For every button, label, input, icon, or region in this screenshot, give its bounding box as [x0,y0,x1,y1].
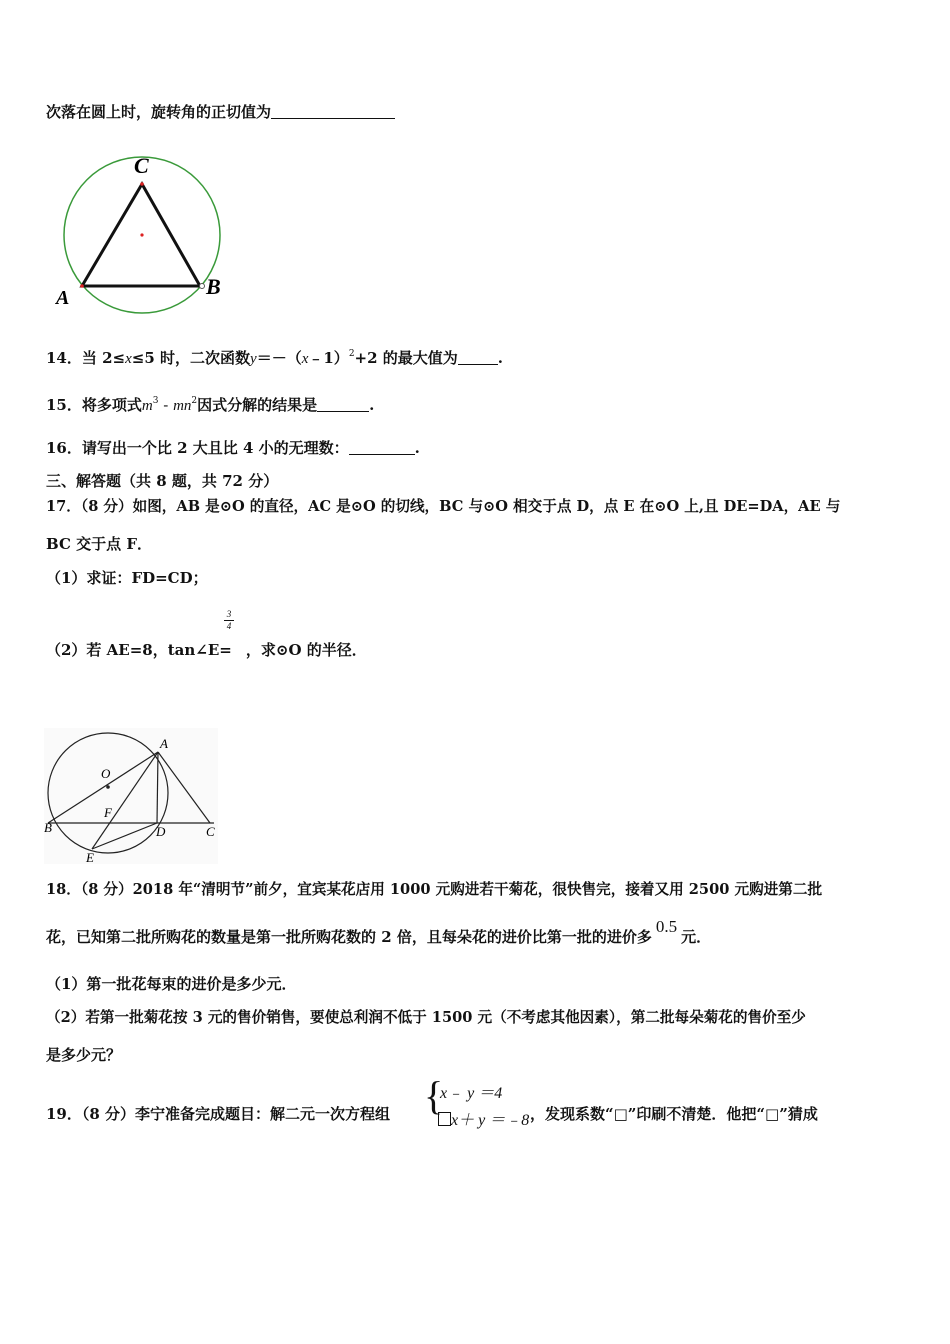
q19-eq2 [438,1107,529,1130]
q15-answer-blank[interactable] [317,397,369,412]
q14-range-end: ≤5 时，二次函数 [131,349,251,367]
q17-frac-den: 4 [226,621,232,631]
q18-line2-suffix: 元． [681,928,712,946]
q13-point-a [80,284,84,288]
q16-end: . [414,439,420,457]
q17-label-b: B [44,820,52,835]
q15-line [46,391,374,416]
q14-var-x: x [125,351,132,367]
q15-var-mn: mn [173,398,192,414]
q17-tan-fraction [222,610,236,631]
q17-frac-num: 3 [226,609,232,619]
q18-line2 [46,917,712,947]
q14-line [46,344,503,369]
q14-answer-blank[interactable] [458,350,498,365]
q17-part2-line [46,640,367,660]
q18-part1: （1）第一批花每束的进价是多少元． [46,975,297,993]
q18-value: 0.5 [655,917,678,936]
q17-label-a: A [160,736,168,751]
q15-exp3: 3 [152,396,159,406]
q19-suffix: ，发现系数“□”印刷不清楚．他把“□”猜成 [530,1105,818,1123]
q15-minus: - [158,396,174,414]
q17-part2-suffix: ，求⊙O 的半径． [245,641,367,659]
section3-title: 三、解答题（共 8 题，共 72 分） [46,472,279,490]
q13-label-a: A [56,287,70,309]
q13-label-b: B [206,274,221,299]
q17-line1: 17．（8 分）如图，AB 是⊙O 的直径，AC 是⊙O 的切线，BC 与⊙O 相交于点 D，点 E 在⊙O 上,且 DE=DA，AE 与 [46,498,841,515]
q19-brace-icon: { [424,1073,444,1118]
q13-text-line [46,102,395,122]
q13-text: 次落在圆上时，旋转角的正切值为 [46,103,272,121]
q14-minus1: ﹣1） [308,349,349,367]
q15-prefix: 15．将多项式 [46,396,142,414]
q18-part2-line1: （2）若第一批菊花按 3 元的售价销售，要使总利润不低于 1500 元（不考虑其他因素），第二批每朵菊花的售价至少 [46,1009,806,1026]
q14-end: . [497,349,504,367]
q17-label-o: O [101,766,111,781]
q17-center-o [106,785,110,789]
q15-var-m: m [141,398,153,414]
q14-eq: ＝－（ [256,349,302,367]
q17-label-d: D [156,824,166,839]
q17-part1: （1）求证：FD=CD； [46,569,208,587]
q17-part2-prefix: （2）若 AE=8，tan∠E= [46,641,232,659]
q18-line1: 18．（8 分）2018 年“清明节”前夕，宜宾某花店用 1000 元购进若干菊花，很快售完，接着又用 2500 元购进第二批 [46,881,823,898]
q15-exp2: 2 [191,396,198,406]
q14-exponent: 2 [348,349,355,359]
q13-answer-blank[interactable] [271,104,395,119]
q19-eq2-text: x＋ y ＝﹣8 [451,1112,530,1129]
q15-end: . [369,396,375,414]
q14-var-x2: x [301,351,309,367]
q17-label-c: C [206,824,215,839]
q19-prefix: 19．（8 分）李宁准备完成题目：解二元一次方程组 [46,1105,391,1123]
q18-part2-line2: 是多少元？ [46,1046,122,1064]
q19-eq1 [440,1080,502,1103]
q14-prefix: 14．当 2≤ [46,349,126,367]
q13-label-c: C [134,153,149,178]
q13-point-b [200,284,205,289]
q16-line [46,438,420,458]
q19-unknown-box-icon [438,1112,451,1126]
q14-var-y: y [250,351,257,367]
q13-point-c [140,182,144,186]
q16-text: 16．请写出一个比 2 大且比 4 小的无理数： [46,439,349,457]
q18-line2-prefix: 花，已知第二批所购花的数量是第一批所购花数的 2 倍，且每朵花的进价比第一批的进价多 [46,928,652,946]
q14-suffix: +2 的最大值为 [354,349,458,367]
q17-line2: BC 交于点 F． [46,535,152,553]
q13-figure [52,150,252,310]
q17-label-e: E [86,850,94,865]
q15-suffix: 因式分解的结果是 [197,396,318,414]
q16-answer-blank[interactable] [349,440,415,455]
q19-eq1-text: x﹣ y ＝4 [440,1085,503,1102]
q17-label-f: F [104,805,112,820]
q17-figure [44,728,224,868]
q13-center-dot [140,233,143,236]
